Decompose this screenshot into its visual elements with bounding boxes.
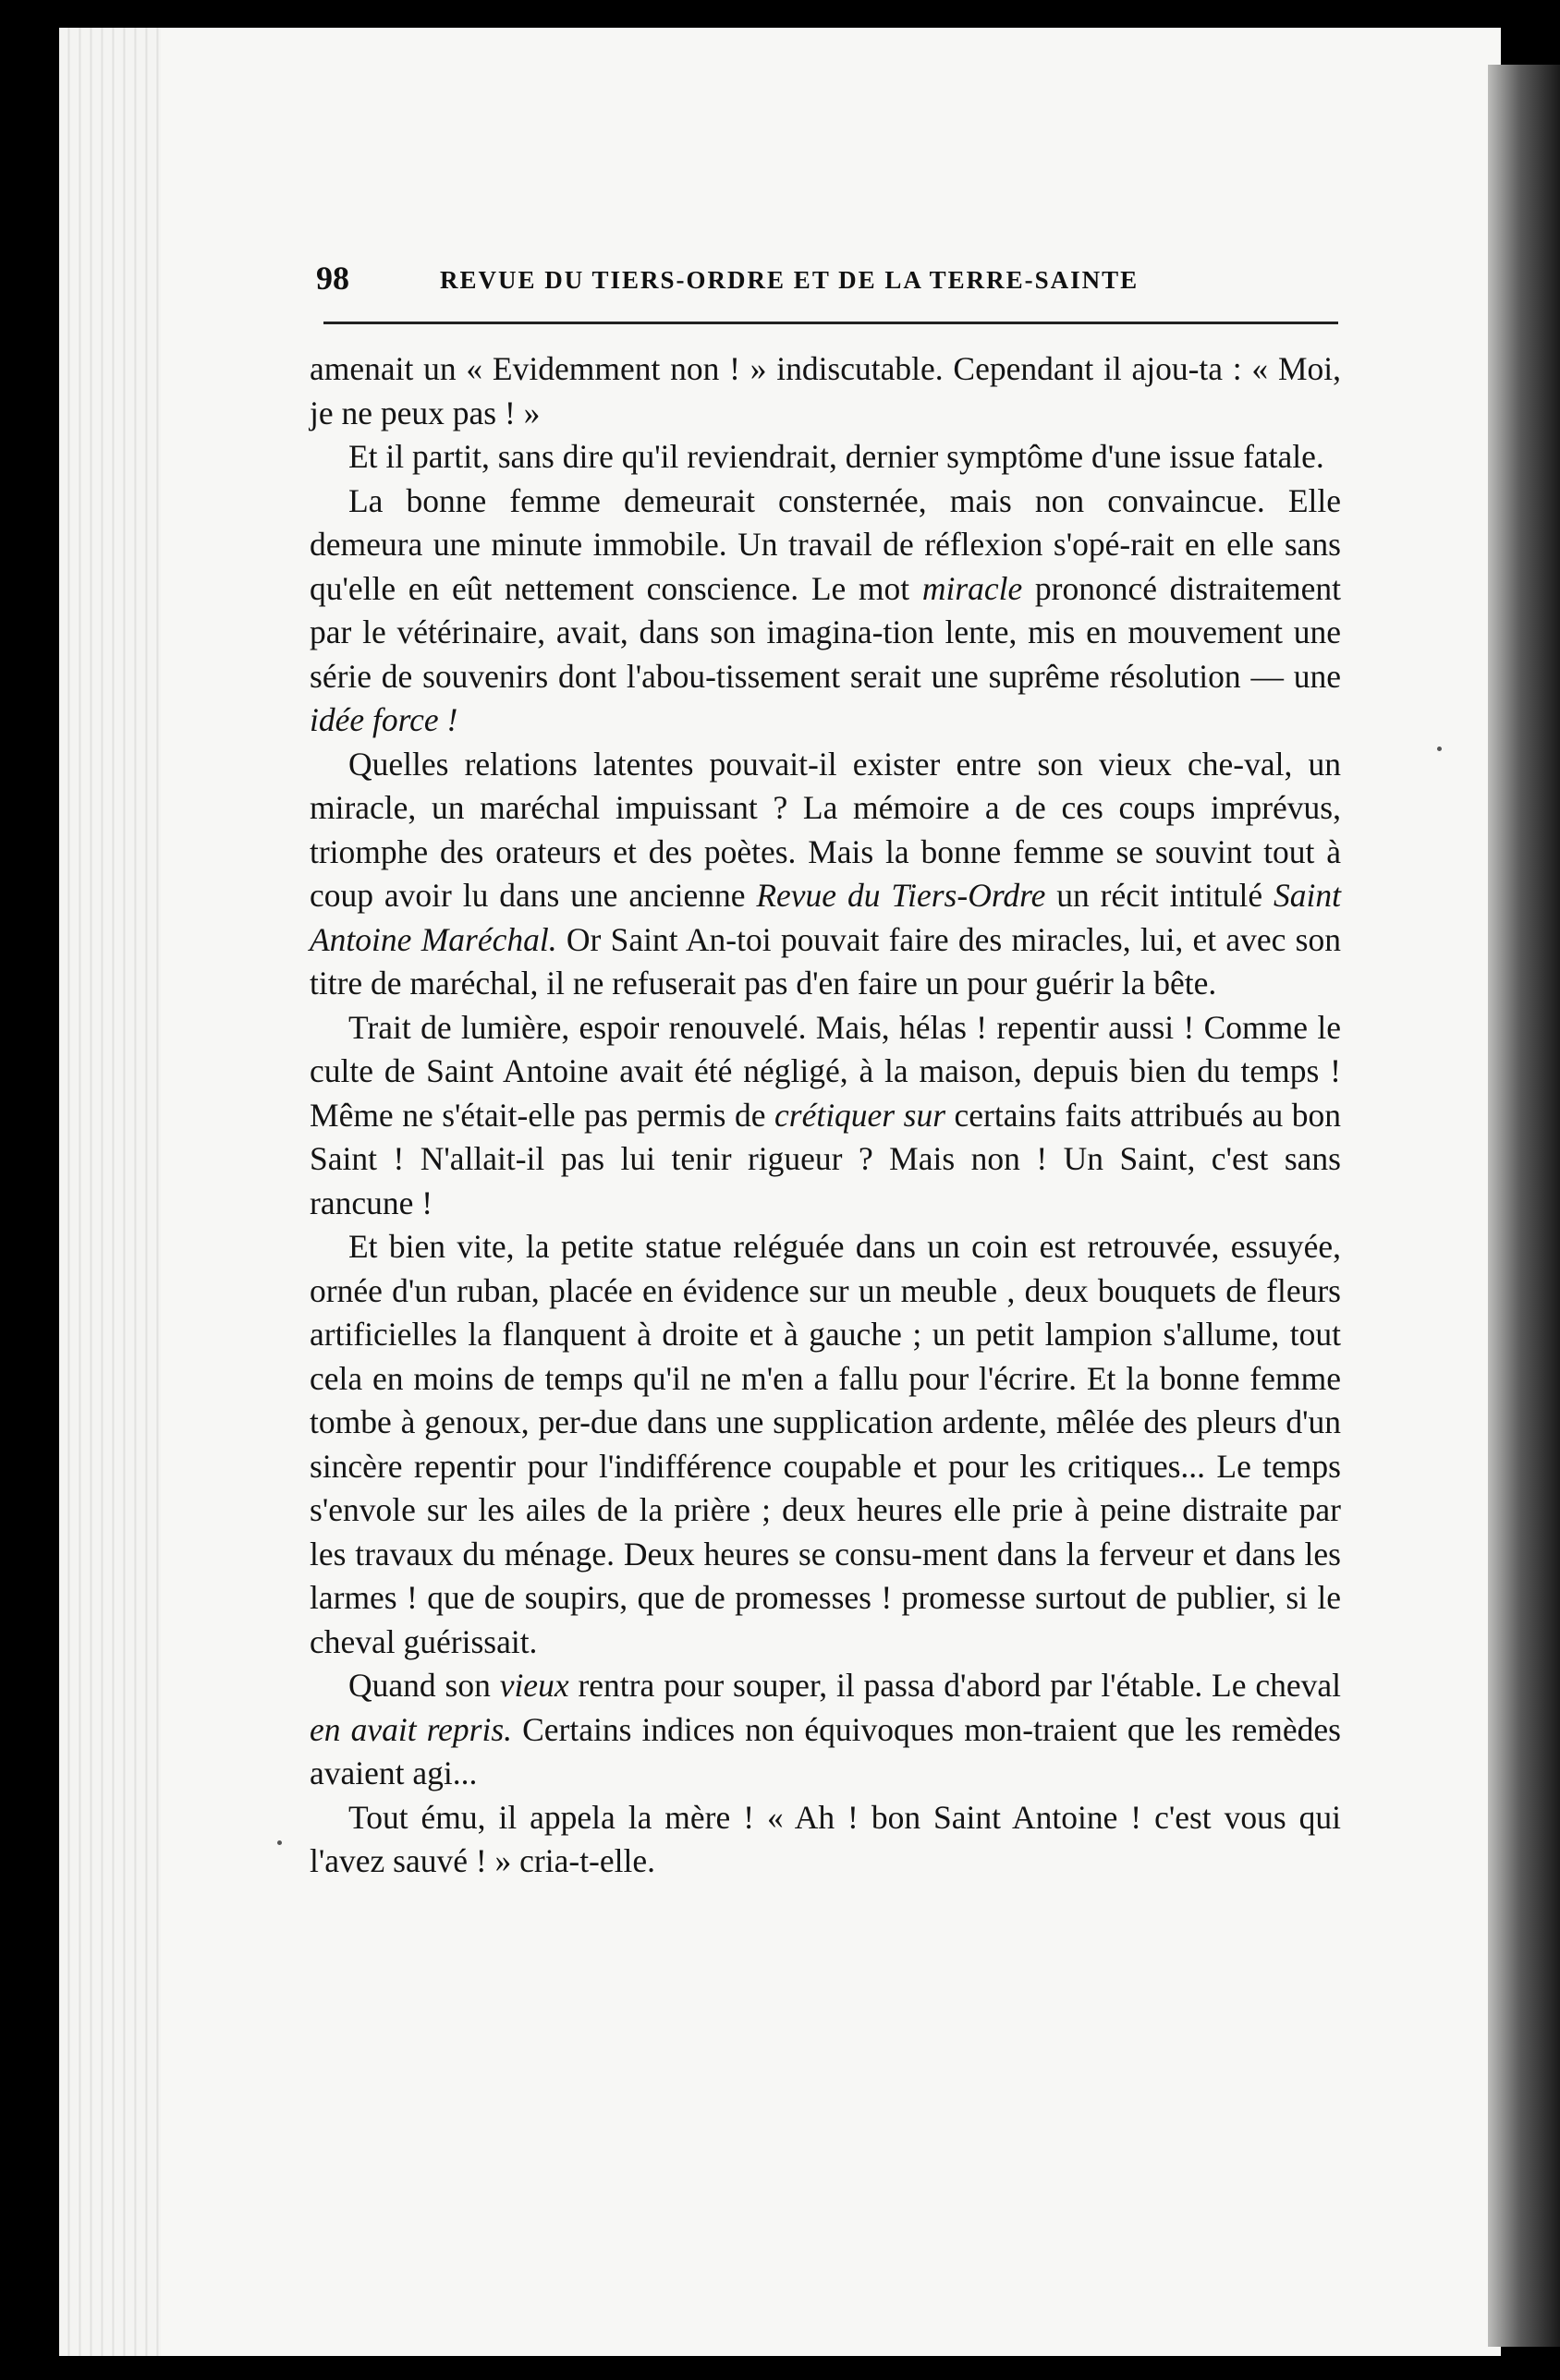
text-run: amenait un « Evidemment non ! » indiscutable. Cependant il ajou-ta : « Moi, je ne peux pas ! » <box>310 350 1341 431</box>
paragraph <box>310 1796 1341 1884</box>
paragraph <box>310 347 1341 435</box>
italic-text: crétiquer sur <box>774 1096 946 1134</box>
paragraph <box>310 435 1341 480</box>
text-run: Quand son <box>348 1667 500 1704</box>
paragraph <box>310 480 1341 743</box>
text-run: Et bien vite, la petite statue reléguée dans un coin est retrouvée, essuyée, ornée d'un ruban, placée en évidence sur un meuble , deux bouquets de fleurs artificielles la flanquent à droite et à gauche ; un petit lampion s'allume, tout cela en moins de temps qu'il ne m'en a fallu pour l'écrire. Et la bonne femme tombe à genoux, per-due dans une supplication ardente, mêlée des pleurs d'un sincère repentir pour l'indifférence coupable et pour les critiques... Le temps s'envole sur les ailes de la prière ; deux heures elle prie à peine distraite par les travaux du ménage. Deux heures se consu-ment dans la ferveur et dans les larmes ! que de soupirs, que de promesses ! promesse surtout de publier, si le cheval guérissait. <box>310 1228 1341 1660</box>
text-run: Trait de lumière, espoir renouvelé. Mais, hélas ! repentir aussi ! Comme le culte de Saint Antoine avait été négligé, à la maison, depuis bien du temps ! Même ne s'était-elle pas permis de <box>310 1008 1341 1134</box>
text-run: Et il partit, sans dire qu'il reviendrait, dernier symptôme d'une issue fatale. <box>348 438 1324 475</box>
italic-text: Revue du Tiers-Ordre <box>756 877 1046 914</box>
speck <box>1437 747 1442 751</box>
body-text <box>310 347 1341 1884</box>
italic-text: en avait repris. <box>310 1710 513 1748</box>
text-run: certains faits attribués au bon Saint ! N'allait-il pas lui tenir rigueur ? Mais non ! Un Saint, c'est sans rancune ! <box>310 1096 1341 1221</box>
italic-text: idée force ! <box>310 701 458 738</box>
text-run: Certains indices non équivoques mon-traient que les remèdes avaient agi... <box>310 1710 1341 1791</box>
text-run: Tout ému, il appela la mère ! « Ah ! bon Saint Antoine ! c'est vous qui l'avez sauvé ! » cria-t-elle. <box>310 1798 1341 1879</box>
running-title: REVUE DU TIERS-ORDRE ET DE LA TERRE-SAINTE <box>440 266 1140 294</box>
paragraph <box>310 743 1341 1006</box>
text-run: Quelles relations latentes pouvait-il exister entre son vieux che-val, un miracle, un maréchal impuissant ? La mémoire a de ces coups imprévus, triomphe des orateurs et des poètes. Mais la bonne femme se souvint tout à coup avoir lu dans une ancienne <box>310 745 1341 914</box>
paragraph <box>310 1006 1341 1226</box>
italic-text: vieux <box>499 1667 569 1704</box>
italic-text: Saint Antoine Maréchal. <box>310 877 1342 958</box>
header-rule <box>323 322 1338 324</box>
text-run: un récit intitulé <box>1045 877 1274 914</box>
text-run: Or Saint An-toi pouvait faire des miracles, lui, et avec son titre de maréchal, il ne refuserait pas d'en faire un pour guérir la bête. <box>310 920 1341 1002</box>
running-header <box>316 259 1338 305</box>
text-run: prononcé distraitement par le vétérinaire, avait, dans son imagina-tion lente, mis en mouvement une série de souvenirs dont l'abou-tissement serait une suprême résolution — une <box>310 569 1341 695</box>
paragraph <box>310 1225 1341 1664</box>
binding-shadow <box>1488 65 1560 2347</box>
paragraph <box>310 1664 1341 1796</box>
speck <box>277 1840 282 1845</box>
page-edges <box>59 28 161 2356</box>
text-run: rentra pour souper, il passa d'abord par l'étable. Le cheval <box>568 1667 1341 1704</box>
italic-text: miracle <box>921 569 1023 607</box>
text-run: La bonne femme demeurait consternée, mais non convaincue. Elle demeura une minute immobile. Un travail de réflexion s'opé-rait en elle sans qu'elle en eût nettement conscience. Le mot <box>310 481 1341 607</box>
page-number: 98 <box>316 260 349 297</box>
